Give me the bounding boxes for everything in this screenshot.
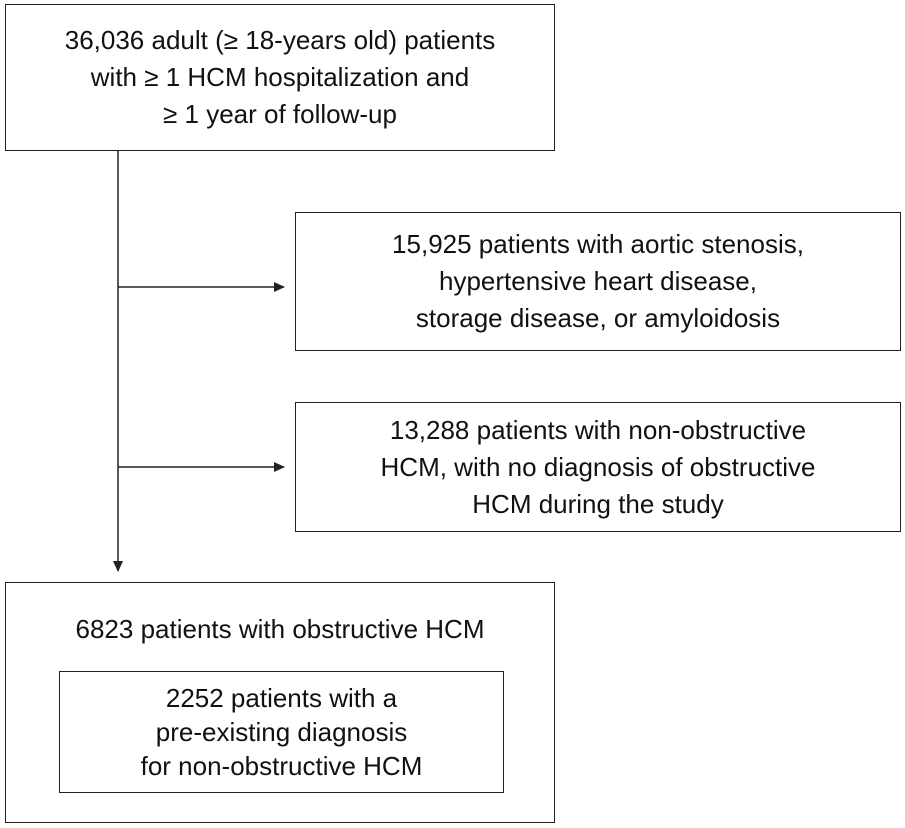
final-cohort-title: 6823 patients with obstructive HCM: [75, 614, 485, 644]
final-cohort-box: [5, 582, 555, 823]
pre-existing-diagnosis-subbox: [59, 671, 504, 793]
subbox-line-1: 2252 patients with a: [165, 683, 398, 713]
exclusion-1-line-3: storage disease, or amyloidosis: [415, 303, 781, 333]
subbox-line-2: pre-existing diagnosis: [155, 717, 408, 747]
subbox-line-3: for non-obstructive HCM: [140, 751, 423, 781]
exclusion-1-line-1: 15,925 patients with aortic stenosis,: [392, 229, 804, 259]
exclusion-box-aortic-stenosis: [295, 212, 901, 351]
initial-cohort-box: [5, 4, 555, 151]
exclusion-2-line-1: 13,288 patients with non-obstructive: [389, 414, 807, 445]
exclusion-2-line-2: HCM, with no diagnosis of obstructive: [380, 451, 816, 482]
exclusion-2-line-3: HCM during the study: [472, 488, 724, 519]
initial-cohort-line-1: 36,036 adult (≥ 18-years old) patients: [64, 25, 496, 55]
exclusion-box-non-obstructive-hcm: [295, 402, 901, 532]
initial-cohort-line-2: with ≥ 1 HCM hospitalization and: [90, 62, 470, 92]
exclusion-1-line-2: hypertensive heart disease,: [439, 266, 757, 296]
initial-cohort-line-3: ≥ 1 year of follow-up: [163, 99, 397, 129]
